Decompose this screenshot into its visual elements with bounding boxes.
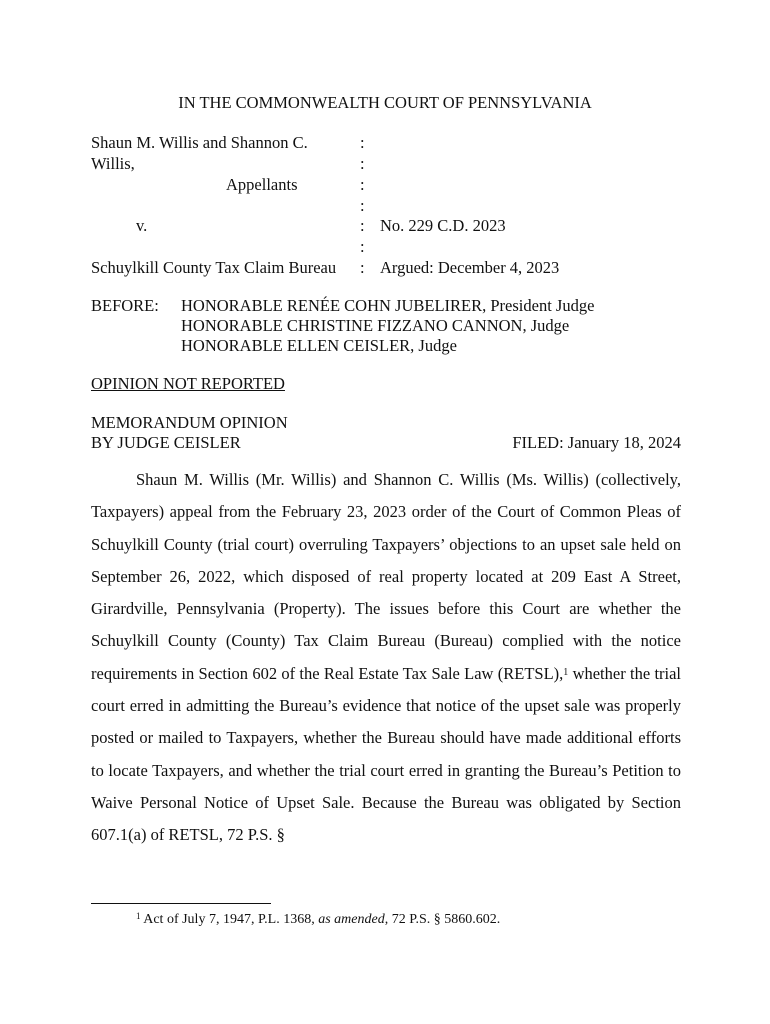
body-text-part1: Shaun M. Willis (Mr. Willis) and Shannon C. Willis (Ms. Willis) (collectively, Taxpayers) appeal from the February 23, 2023 order of the Court of Common Pleas of Schuylkill County (trial court) overruling Taxpayers’ objections to an upset sale held on September 26, 2022, which disposed of real property located at 209 East A Street, Girardville, Pennsylvania (Property). The issues before this Court are whether the Schuylkill County (County) Tax Claim Bureau (Bureau) complied with the notice requirements in Section 602 of the Real Estate Tax Sale Law (RETSL), (91, 470, 681, 683)
caption-colon: : (360, 154, 365, 173)
court-title: IN THE COMMONWEALTH COURT OF PENNSYLVANIA (178, 93, 592, 112)
caption-colon: : (360, 196, 365, 215)
judge-name: HONORABLE RENÉE COHN JUBELIRER, President Judge (181, 296, 595, 315)
judge-name: HONORABLE CHRISTINE FIZZANO CANNON, Judge (181, 316, 570, 335)
versus: v. (136, 216, 148, 235)
opinion-author: BY JUDGE CEISLER (91, 433, 241, 452)
argued-date: Argued: December 4, 2023 (380, 258, 560, 277)
docket-number: No. 229 C.D. 2023 (380, 216, 506, 235)
opinion-body-paragraph (91, 464, 681, 852)
footnote-text-end: , 72 P.S. § 5860.602. (384, 912, 501, 927)
caption-colon: : (360, 175, 365, 194)
footnote-divider (91, 903, 271, 904)
opinion-status: OPINION NOT REPORTED (91, 374, 285, 393)
caption-colon: : (360, 133, 365, 152)
before-label: BEFORE: (91, 296, 159, 315)
footnote (136, 912, 500, 928)
judge-name: HONORABLE ELLEN CEISLER, Judge (181, 336, 457, 355)
footnote-italic: as amended (318, 912, 385, 927)
filed-date: FILED: January 18, 2024 (512, 433, 681, 452)
appellants-name-line2: Willis, (91, 154, 135, 173)
memorandum-title: MEMORANDUM OPINION (91, 413, 288, 432)
footnote-number: 1 (136, 911, 141, 922)
appellee-name: Schuylkill County Tax Claim Bureau (91, 258, 337, 277)
caption-colon: : (360, 258, 365, 277)
body-text-part2: whether the trial court erred in admitting the Bureau’s evidence that notice of the upset sale was properly posted or mailed to Taxpayers, whether the Bureau should have made additional efforts to locate Taxpayers, and whether the trial court erred in granting the Bureau’s Petition to Waive Personal Notice of Upset Sale. Because the Bureau was obligated by Section 607.1(a) of RETSL, 72 P.S. § (91, 663, 682, 845)
footnote-text: Act of July 7, 1947, P.L. 1368, (140, 912, 319, 927)
caption-colon: : (360, 216, 365, 235)
footnote-reference: 1 (563, 666, 569, 678)
appellants-name-line1: Shaun M. Willis and Shannon C. (91, 133, 308, 152)
appellants-role: Appellants (226, 175, 298, 194)
caption-colon: : (360, 237, 365, 256)
